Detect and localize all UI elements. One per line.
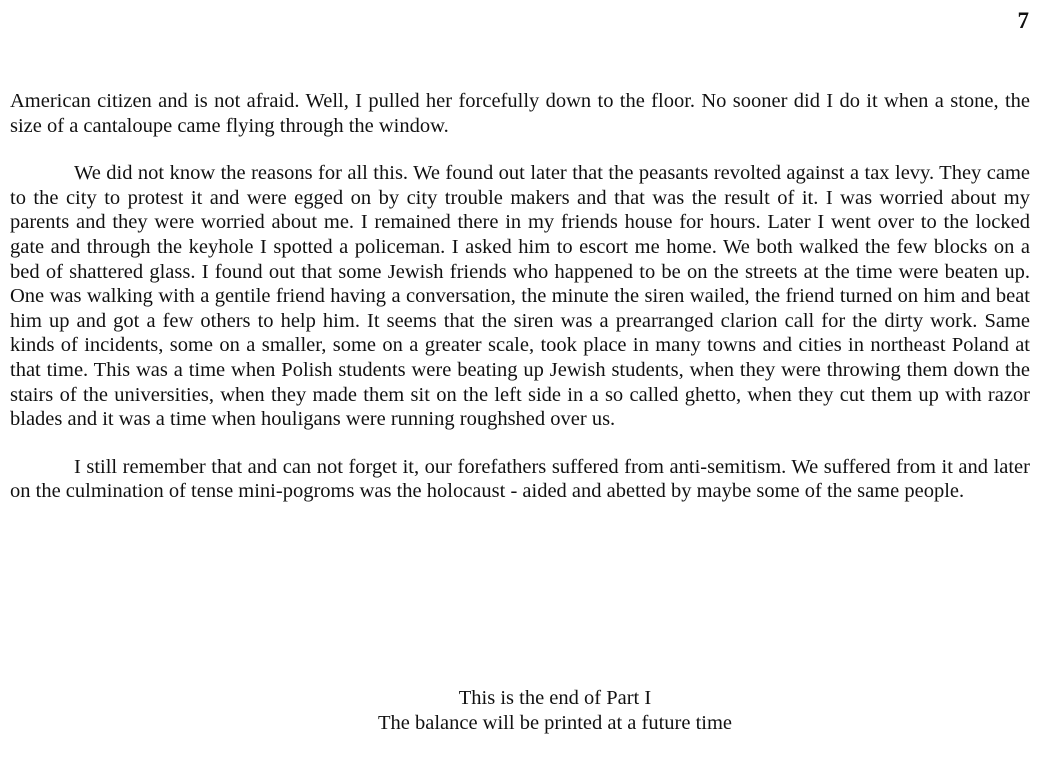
closing-note xyxy=(0,686,1049,736)
paragraph-1: American citizen and is not afraid. Well, I pulled her forcefully down to the floor. No sooner did I do it when a stone, the size of a cantaloupe came flying through the window. xyxy=(10,90,1030,137)
paragraph-2: We did not know the reasons for all this. We found out later that the peasants revolted against a tax levy. They came to the city to protest it and were egged on by city trouble makers and that was the result of it. I was worried about my parents and they were worried about me. I remained there in my friends house for hours. Later I went over to the locked gate and through the keyhole I spotted a policeman. I asked him to escort me home. We both walked the few blocks on a bed of shattered glass. I found out that some Jewish friends who happened to be on the streets at the time were beaten up. One was walking with a gentile friend having a conversation, the minute the siren wailed, the friend turned on him and beat him up and got a few others to help him. It seems that the siren was a prearranged clarion call for the dirty work. Same kinds of incidents, some on a smaller, some on a greater scale, took place in many towns and cities in northeast Poland at that time. This was a time when Polish students were beating up Jewish students, when they were throwing them down the stairs of the universities, when they made them sit on the left side in a so called ghetto, when they cut them up with razor blades and it was a time when houligans were running roughshed over us. xyxy=(10,162,1030,431)
body-text xyxy=(10,89,1030,504)
page-number: 7 xyxy=(1017,8,1029,33)
closing-line-1: This is the end of Part I xyxy=(458,687,652,709)
closing-line-2: The balance will be printed at a future time xyxy=(377,712,733,734)
paragraph-3: I still remember that and can not forget it, our forefathers suffered from anti-semitism. We suffered from it and later on the culmination of tense mini-pogroms was the holocaust - aided and abetted by maybe some of the same people. xyxy=(10,455,1030,503)
